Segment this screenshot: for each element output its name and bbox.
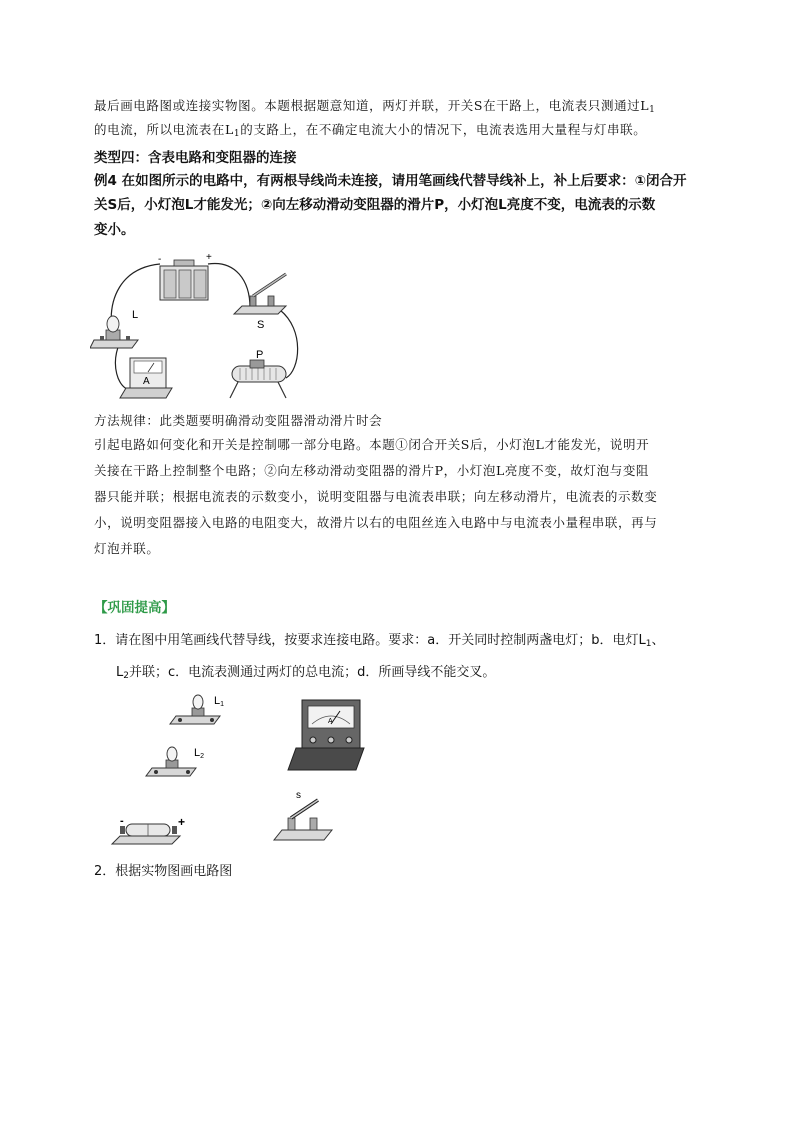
lamp-icon xyxy=(90,316,138,348)
intro-line-2 xyxy=(94,121,646,143)
circuit-figure-1 xyxy=(90,250,310,408)
q1-text: L xyxy=(116,665,124,680)
subscript: 1 xyxy=(645,639,652,649)
intro-text: 的支路上，在不确定电流大小的情况下，电流表选用大量程与灯串联。 xyxy=(240,122,647,137)
q1-text: 并联；c．电流表测通过两灯的总电流；d．所画导线不能交叉。 xyxy=(128,665,496,680)
method-line-1: 方法规律：此类题要明确滑动变阻器滑动滑片时会 xyxy=(94,413,383,428)
subscript: 1 xyxy=(649,105,656,115)
switch-label: s xyxy=(296,790,301,801)
rheostat-icon xyxy=(230,360,286,398)
lamp-l2-icon xyxy=(146,747,196,776)
subscript: 2 xyxy=(123,671,129,681)
components-figure-2 xyxy=(110,690,380,855)
example-question-line-1: 例4 在如图所示的电路中，有两根导线尚未连接，请用笔画线代替导线补上，补上后要求：①闭合开 xyxy=(94,173,687,189)
switch-icon xyxy=(274,800,332,840)
intro-line-1 xyxy=(94,97,656,119)
lamp-label: L xyxy=(132,309,139,321)
wire xyxy=(115,342,130,390)
q2-line: 2．根据实物图画电路图 xyxy=(94,864,233,879)
lamp-l1-icon xyxy=(170,695,220,724)
q1-text: 1．请在图中用笔画线代替导线，按要求连接电路。要求：a．开关同时控制两盏电灯；b．电灯L xyxy=(94,633,646,648)
minus-label: - xyxy=(158,254,162,265)
intro-text: 的电流，所以电流表在L xyxy=(94,122,234,137)
plus-label: + xyxy=(178,815,186,829)
section-heading-type4: 类型四：含表电路和变阻器的连接 xyxy=(94,150,297,166)
subscript: 1 xyxy=(233,129,241,139)
method-line-2: 引起电路如何变化和开关是控制哪一部分电路。本题①闭合开关S后，小灯泡L才能发光，说明开 xyxy=(94,437,650,452)
ammeter-icon xyxy=(288,700,364,770)
example-question-line-2: 关S后，小灯泡L才能发光；②向左移动滑动变阻器的滑片P，小灯泡L亮度不变，电流表的示数 xyxy=(94,197,656,213)
l1-label: L1 xyxy=(214,695,225,708)
wire xyxy=(208,263,250,308)
consolidate-heading: 【巩固提高】 xyxy=(94,600,175,616)
method-line-4: 器只能并联；根据电流表的示数变小，说明变阻器与电流表串联；向左移动滑片，电流表的示数变 xyxy=(94,489,658,504)
q1-line-2 xyxy=(116,664,495,685)
example-question-line-3: 变小。 xyxy=(94,222,135,238)
slider-label: P xyxy=(256,349,264,361)
method-line-6: 灯泡并联。 xyxy=(94,541,160,556)
battery-icon xyxy=(112,824,180,844)
q1-text: 、 xyxy=(651,633,665,648)
l2-label: L2 xyxy=(194,747,205,760)
plus-label: + xyxy=(206,252,212,263)
method-line-3: 关接在干路上控制整个电路；②向左移动滑动变阻器的滑片P，小灯泡L亮度不变，故灯泡与变阻 xyxy=(94,463,650,478)
ammeter-label: A xyxy=(328,718,333,725)
q1-line-1 xyxy=(94,632,664,653)
intro-text: 最后画电路图或连接实物图。本题根据题意知道，两灯并联，开关S在干路上，电流表只测通过L xyxy=(94,98,650,113)
ammeter-label: A xyxy=(143,376,150,387)
switch-icon xyxy=(234,274,286,314)
switch-label: S xyxy=(257,319,265,331)
method-line-5: 小，说明变阻器接入电路的电阻变大，故滑片以右的电阻丝连入电路中与电流表小量程串联，再与 xyxy=(94,515,658,530)
battery-icon xyxy=(160,260,208,300)
minus-label: - xyxy=(120,815,124,827)
